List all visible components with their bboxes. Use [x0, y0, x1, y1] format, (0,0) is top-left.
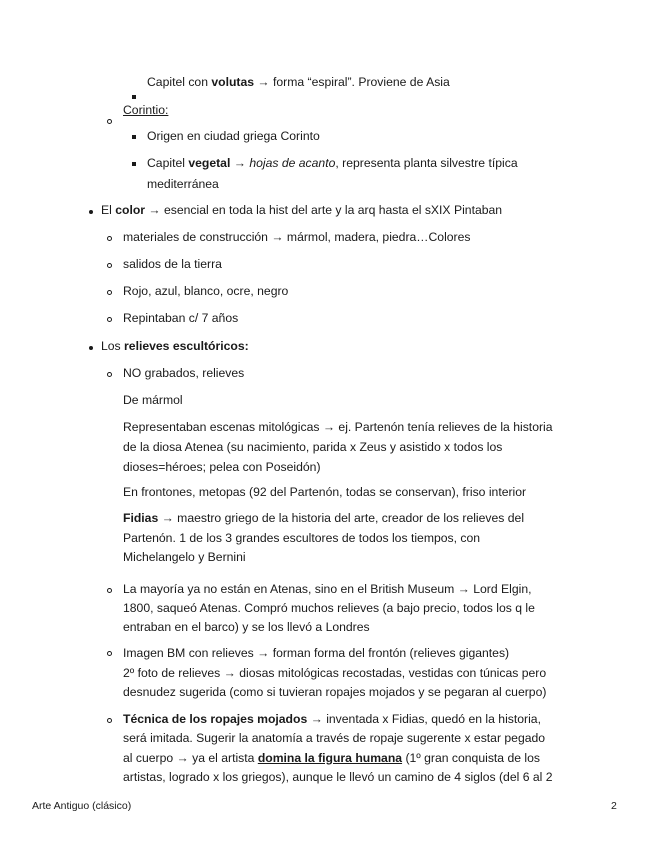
hollow-bullet-icon — [107, 317, 112, 322]
document-line — [123, 682, 546, 702]
document-line — [123, 748, 540, 768]
footer-title: Arte Antiguo (clásico) — [32, 800, 132, 812]
square-bullet-icon — [132, 95, 136, 99]
text-segment: domina la figura humana — [257, 751, 403, 765]
text-segment: Los — [101, 339, 125, 353]
text-segment: entraban en el barco) y se los llevó a Londres — [123, 620, 370, 634]
square-bullet-icon — [132, 135, 136, 139]
text-segment: artistas, logrado x los griegos), aunque le llevó un camino de 4 siglos (del 6 al 2 — [123, 770, 553, 784]
text-segment: Corintio: — [123, 103, 169, 117]
document-line — [123, 508, 524, 528]
text-segment: Imagen BM con relieves → forman forma del frontón (relieves gigantes) — [123, 646, 510, 660]
text-segment: Representaban escenas mitológicas → ej. Partenón tenía relieves de la historia — [123, 420, 553, 434]
page-number: 2 — [611, 800, 617, 812]
hollow-bullet-icon — [107, 236, 112, 241]
document-line — [123, 617, 370, 637]
text-segment: volutas — [211, 75, 255, 89]
document-line — [123, 254, 222, 274]
text-segment: al cuerpo → ya el artista — [123, 751, 258, 765]
square-bullet-icon — [132, 162, 136, 166]
document-line — [123, 417, 553, 437]
hollow-bullet-icon — [107, 263, 112, 268]
document-line — [147, 126, 320, 146]
text-segment: (1º gran conquista de los — [402, 751, 540, 765]
text-segment: Fidias — [123, 511, 159, 525]
document-line — [123, 100, 168, 120]
text-segment: relieves escultóricos: — [124, 339, 249, 353]
text-segment: El — [101, 203, 116, 217]
hollow-bullet-icon — [107, 718, 112, 723]
filled-bullet-icon — [89, 346, 93, 350]
document-line — [147, 153, 518, 173]
text-segment: Rojo, azul, blanco, ocre, negro — [123, 284, 289, 298]
text-segment: De mármol — [123, 393, 183, 407]
text-segment: → forma “espiral”. Proviene de Asia — [254, 75, 450, 89]
text-segment: Capitel — [147, 156, 189, 170]
document-line — [123, 728, 545, 748]
text-segment: vegetal — [188, 156, 231, 170]
document-line — [123, 227, 470, 247]
text-segment: de la diosa Atenea (su nacimiento, parida x Zeus y asistido x todos los — [123, 440, 503, 454]
text-segment: 1800, saqueó Atenas. Compró muchos relieves (a bajo precio, todos los q le — [123, 601, 535, 615]
hollow-bullet-icon — [107, 290, 112, 295]
text-segment: color — [115, 203, 146, 217]
text-segment: dioses=héroes; pelea con Poseidón) — [123, 460, 321, 474]
document-line — [101, 200, 502, 220]
document-line — [123, 437, 502, 457]
document-line — [147, 174, 219, 194]
document-line — [123, 528, 480, 548]
text-segment: Michelangelo y Bernini — [123, 550, 246, 564]
text-segment: Origen en ciudad griega Corinto — [147, 129, 320, 143]
document-line — [147, 72, 450, 92]
text-segment: En frontones, metopas (92 del Partenón, todas se conservan), friso interior — [123, 485, 527, 499]
text-segment: salidos de la tierra — [123, 257, 222, 271]
text-segment: Partenón. 1 de los 3 grandes escultores de todos los tiempos, con — [123, 531, 481, 545]
text-segment: La mayoría ya no están en Atenas, sino en el British Museum → Lord Elgin, — [123, 582, 532, 596]
text-segment: → esencial en toda la hist del arte y la arq hasta el sXIX Pintaban — [145, 203, 503, 217]
document-line — [123, 709, 541, 729]
document-line — [123, 579, 532, 599]
hollow-bullet-icon — [107, 588, 112, 593]
document-line — [123, 457, 321, 477]
document-line — [123, 547, 246, 567]
text-segment: materiales de construcción → mármol, madera, piedra…Colores — [123, 230, 471, 244]
document-line — [123, 281, 288, 301]
document-line — [123, 482, 526, 502]
text-segment: NO grabados, relieves — [123, 366, 245, 380]
text-segment: Técnica de los ropajes mojados — [123, 712, 308, 726]
text-segment: desnudez sugerida (como si tuvieran ropajes mojados y se pegaran al cuerpo) — [123, 685, 547, 699]
text-segment: → maestro griego de la historia del arte, creador de los relieves del — [158, 511, 525, 525]
document-line — [123, 643, 509, 663]
document-line — [123, 598, 535, 618]
hollow-bullet-icon — [107, 651, 112, 656]
document-line — [123, 308, 238, 328]
text-segment: Repintaban c/ 7 años — [123, 311, 239, 325]
text-segment: Capitel con — [147, 75, 212, 89]
text-segment: → inventada x Fidias, quedó en la historia, — [307, 712, 541, 726]
hollow-bullet-icon — [107, 119, 112, 124]
text-segment: → — [230, 156, 250, 170]
text-segment: será imitada. Sugerir la anatomía a través de ropaje sugerente x estar pegado — [123, 731, 546, 745]
text-segment: 2º foto de relieves → diosas mitológicas recostadas, vestidas con túnicas pero — [123, 666, 547, 680]
document-line — [101, 336, 249, 356]
document-line — [123, 663, 546, 683]
text-segment: hojas de acanto — [249, 156, 336, 170]
document-line — [123, 390, 183, 410]
document-line — [123, 767, 553, 787]
document-line — [123, 363, 244, 383]
filled-bullet-icon — [89, 210, 93, 214]
text-segment: mediterránea — [147, 177, 219, 191]
hollow-bullet-icon — [107, 372, 112, 377]
text-segment: , representa planta silvestre típica — [335, 156, 518, 170]
